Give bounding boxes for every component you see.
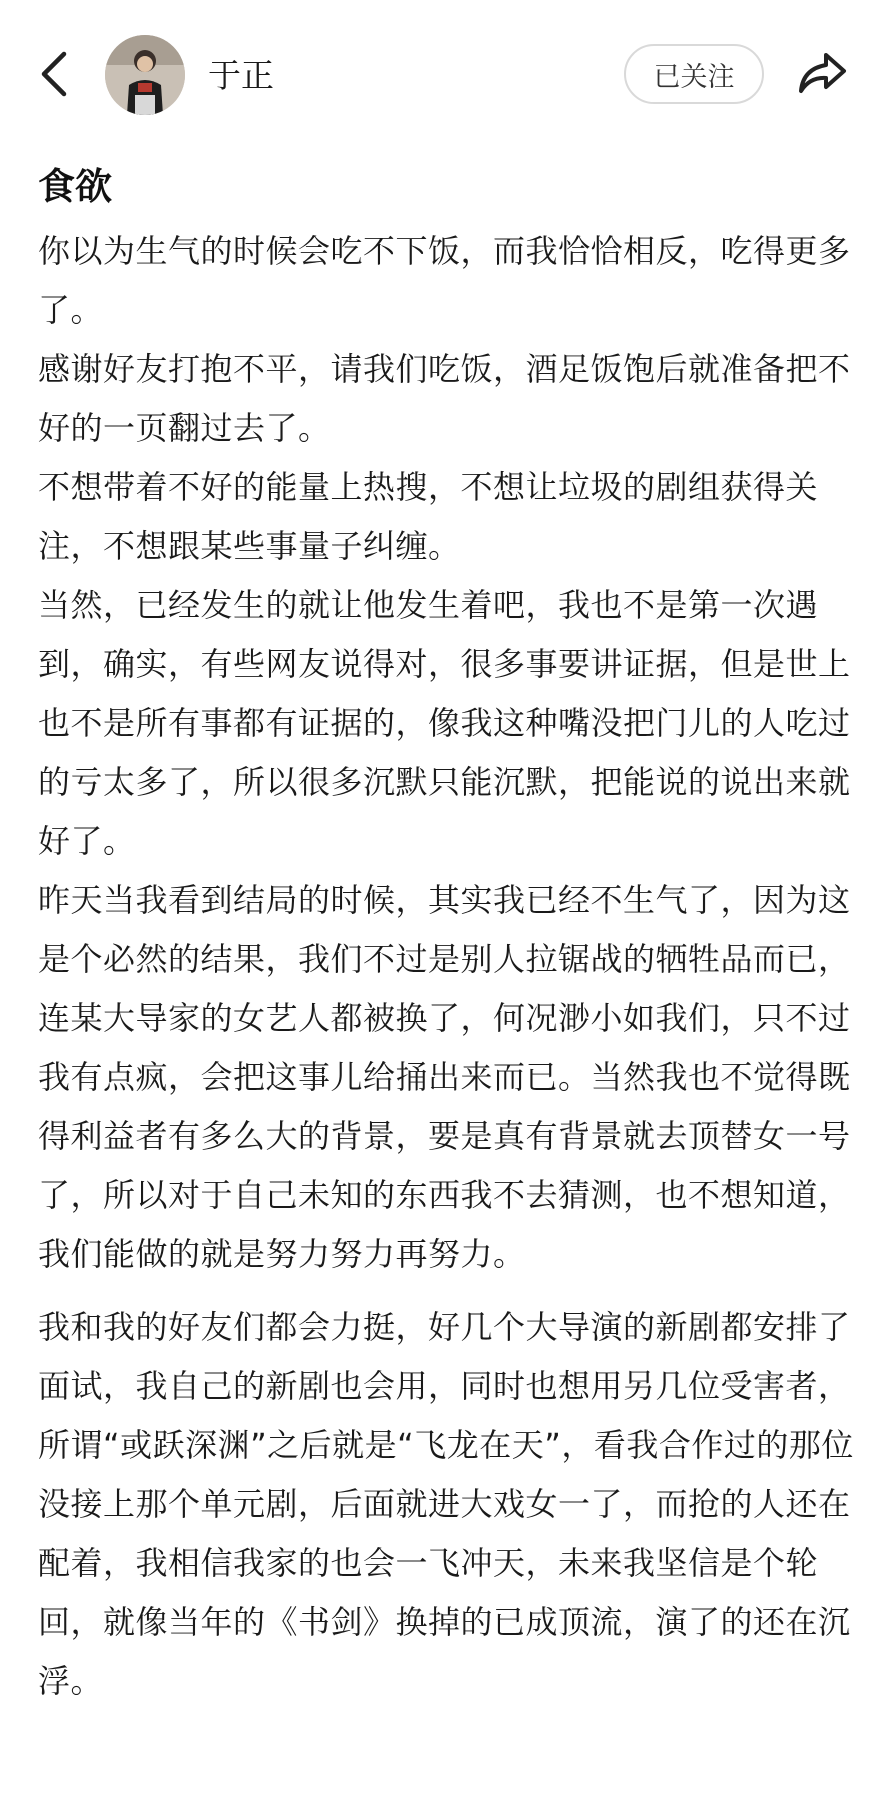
back-button[interactable] <box>36 48 72 100</box>
share-arrow-icon <box>794 45 850 101</box>
paragraph: 我和我的好友们都会力挺，好几个大导演的新剧都安排了面试，我自己的新剧也会用，同时也想用另几位受害者，所谓“或跃深渊”之后就是“飞龙在天”，看我合作过的那位没接上那个单元剧，后面就进大戏女一了，而抢的人还在配着，我相信我家的也会一飞冲天，未来我坚信是个轮回，就像当年的《书剑》换掉的已成顶流，演了的还在沉浮。 <box>38 1308 854 1700</box>
avatar[interactable] <box>105 35 185 115</box>
avatar-image <box>105 35 185 115</box>
paragraph: 不想带着不好的能量上热搜，不想让垃圾的剧组获得关注，不想跟某些事量子纠缠。 <box>38 468 819 565</box>
follow-button[interactable]: 已关注 <box>624 44 764 104</box>
paragraph: 昨天当我看到结局的时候，其实我已经不生气了，因为这是个必然的结果，我们不过是别人拉锯战的牺牲品而已，连某大导家的女艺人都被换了，何况渺小如我们，只不过我有点疯，会把这事儿给捅出来而已。当然我也不觉得既得利益者有多么大的背景，要是真有背景就去顶替女一号了，所以对于自己未知的东西我不去猜测，也不想知道，我们能做的就是努力努力再努力。 <box>38 881 851 1273</box>
top-bar <box>0 0 888 150</box>
paragraph: 感谢好友打抱不平，请我们吃饭，酒足饭饱后就准备把不好的一页翻过去了。 <box>38 350 851 447</box>
paragraph: 你以为生气的时候会吃不下饭，而我恰恰相反，吃得更多了。 <box>38 232 851 329</box>
article-body <box>38 150 858 1711</box>
author-name[interactable]: 于正 <box>208 56 274 95</box>
share-button[interactable] <box>794 45 850 101</box>
paragraph: 当然，已经发生的就让他发生着吧，我也不是第一次遇到，确实，有些网友说得对，很多事要讲证据，但是世上也不是所有事都有证据的，像我这种嘴没把门儿的人吃过的亏太多了，所以很多沉默只能沉默，把能说的说出来就好了。 <box>38 586 851 860</box>
article-title: 食欲 <box>38 165 112 208</box>
chevron-left-icon <box>36 48 72 100</box>
